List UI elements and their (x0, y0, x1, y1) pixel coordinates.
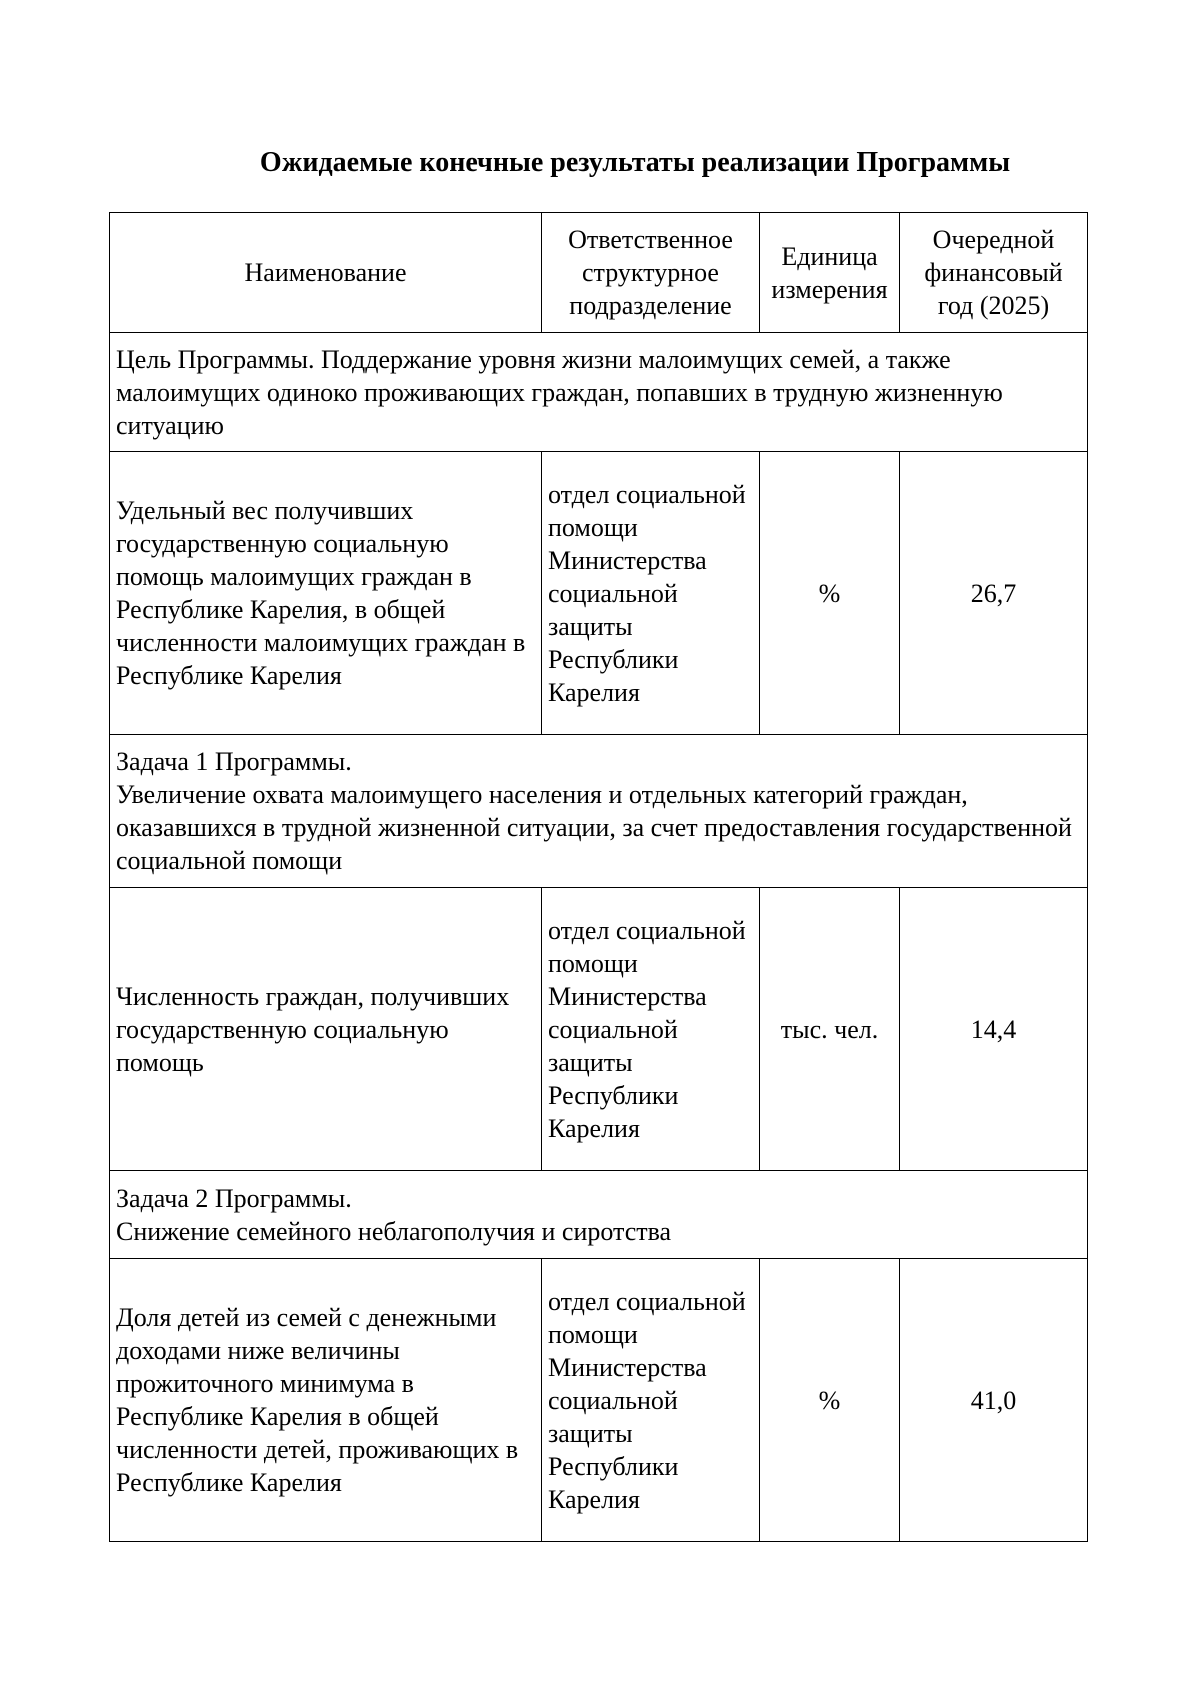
task2-label: Задача 2 Программы. (116, 1183, 352, 1213)
indicator-name: Доля детей из семей с денежными доходами ниже величины прожиточного минимума в Республике Карелия в общей численности детей, проживающих в Республике Карелия (110, 1259, 542, 1542)
indicator-unit: тыс. чел. (760, 888, 900, 1171)
table-row (110, 452, 1088, 735)
indicator-value: 14,4 (900, 888, 1088, 1171)
indicator-name: Численность граждан, получивших государственную социальную помощь (110, 888, 542, 1171)
header-value: Очередной финансовый год (2025) (900, 213, 1088, 333)
header-unit: Единица измерения (760, 213, 900, 333)
indicator-department: отдел социальной помощи Министерства социальной защиты Республики Карелия (542, 888, 760, 1171)
header-department: Ответственное структурное подразделение (542, 213, 760, 333)
task1-cell (110, 735, 1088, 888)
indicator-unit: % (760, 452, 900, 735)
table-row (110, 1259, 1088, 1542)
task1-label: Задача 1 Программы. (116, 747, 352, 776)
indicator-name: Удельный вес получивших государственную социальную помощь малоимущих граждан в Республике Карелия, в общей численности малоимущих граждан в Республике Карелия (110, 452, 542, 735)
table-header-row (110, 213, 1088, 333)
task2-cell (110, 1171, 1088, 1259)
results-table (109, 212, 1088, 1542)
indicator-value: 26,7 (900, 452, 1088, 735)
goal-row (110, 333, 1088, 452)
indicator-unit: % (760, 1259, 900, 1542)
task1-text: Увеличение охвата малоимущего населения и отдельных категорий граждан, оказавшихся в трудной жизненной ситуации, за счет предоставления государственной социальной помощи (116, 780, 1072, 875)
goal-text: Цель Программы. Поддержание уровня жизни малоимущих семей, а также малоимущих одиноко проживающих граждан, попавших в трудную жизненную ситуацию (110, 333, 1088, 452)
indicator-department: отдел социальной помощи Министерства социальной защиты Республики Карелия (542, 452, 760, 735)
header-name: Наименование (110, 213, 542, 333)
task1-row (110, 735, 1088, 888)
page-title: Ожидаемые конечные результаты реализации Программы (259, 147, 1011, 178)
indicator-value: 41,0 (900, 1259, 1088, 1542)
indicator-department: отдел социальной помощи Министерства социальной защиты Республики Карелия (542, 1259, 760, 1542)
task2-row (110, 1171, 1088, 1259)
table-row (110, 888, 1088, 1171)
task2-text: Снижение семейного неблагополучия и сиротства (116, 1216, 672, 1246)
